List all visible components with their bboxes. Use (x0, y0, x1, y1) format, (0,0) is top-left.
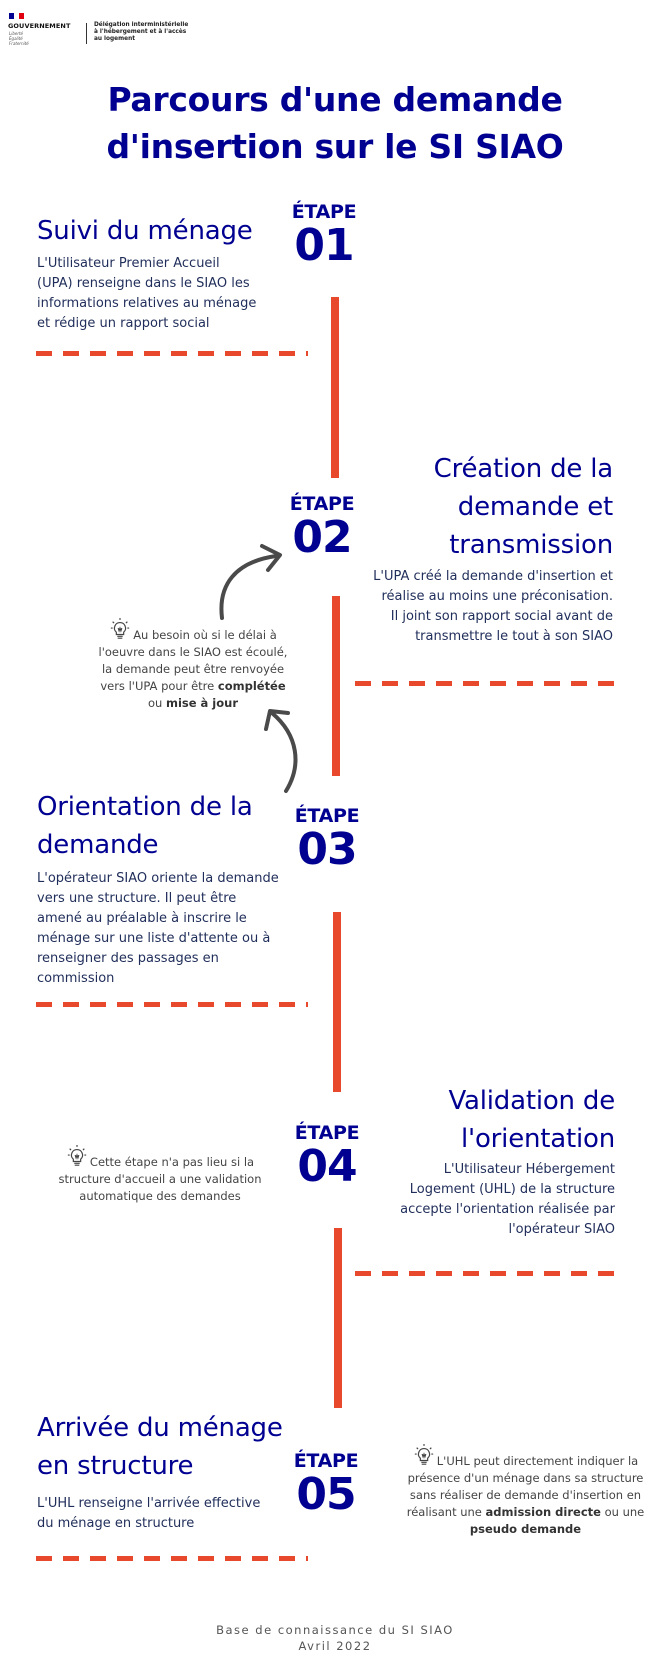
logo-divider (86, 23, 87, 44)
timeline-segment (333, 912, 341, 1092)
dashed-separator (355, 1271, 615, 1276)
timeline-segment (331, 297, 339, 478)
step-04-badge: ÉTAPE 04 (294, 1122, 360, 1192)
step-05-title: Arrivée du ménage en structure (37, 1413, 283, 1481)
step-01-badge: ÉTAPE 01 (291, 201, 357, 271)
gov-motto: Liberté Égalité Fraternité (9, 31, 29, 46)
department-name: Délégation interministérielle à l'hébergement et à l'accès au logement (94, 22, 189, 42)
dashed-separator (36, 1556, 308, 1561)
dashed-separator (36, 351, 308, 356)
step-01-title: Suivi du ménage (37, 216, 253, 246)
dashed-separator (355, 681, 615, 686)
step-04-title: Validation de l'orientation (448, 1086, 615, 1154)
footer-date: Avril 2022 (298, 1639, 372, 1653)
timeline-segment (332, 596, 340, 776)
dashed-separator (36, 1002, 308, 1007)
page-title: Parcours d'une demande d'insertion sur le SI SIAO (106, 80, 564, 166)
step-03-title: Orientation de la demande (37, 792, 253, 860)
step-02-badge: ÉTAPE 02 (289, 493, 355, 563)
step-02-title: Création de la demande et transmission (433, 454, 613, 560)
tip-auto-validation: Cette étape n'a pas lieu si la structure d'accueil a une validation automatique des demandes (55, 1144, 265, 1205)
step-03-description: L'opérateur SIAO oriente la demande vers une structure. Il peut être amené au préalable à inscrire le ménage sur une liste d'attente ou à renseigner des passages en commission (37, 871, 279, 986)
curved-arrow-return-icon (262, 705, 312, 795)
footer (0, 1622, 670, 1654)
footer-source: Base de connaissance du SI SIAO (216, 1623, 454, 1637)
step-01-description: L'Utilisateur Premier Accueil (UPA) renseigne dans le SIAO les informations relatives au ménage et rédige un rapport social (37, 256, 257, 331)
lightbulb-icon (109, 617, 131, 641)
lightbulb-icon (413, 1443, 435, 1467)
step-02-description: L'UPA créé la demande d'insertion et réalise au moins une préconisation. Il joint son rapport social avant de transmettre le tout à son SIAO (373, 569, 613, 644)
step-05-badge: ÉTAPE 05 (293, 1450, 359, 1520)
step-05-description: L'UHL renseigne l'arrivée effective du ménage en structure (37, 1496, 261, 1531)
curved-arrow-up-icon (210, 540, 290, 620)
step-03-badge: ÉTAPE 03 (294, 805, 360, 875)
timeline-segment (334, 1228, 342, 1408)
tip-direct-admission: L'UHL peut directement indiquer la présence d'un ménage dans sa structure sans réaliser de demande d'insertion en réalisant une admission directe ou une pseudo demande (393, 1443, 658, 1538)
french-flag-icon (9, 13, 25, 19)
lightbulb-icon (66, 1144, 88, 1168)
step-04-description: L'Utilisateur Hébergement Logement (UHL) de la structure accepte l'orientation réalisée par l'opérateur SIAO (400, 1162, 615, 1237)
gov-label: GOUVERNEMENT (8, 22, 71, 30)
tip-return-text: Au besoin où si le délai à l'oeuvre dans le SIAO est écoulé, la demande peut être renvoyée vers l'UPA pour être complétée ou mise à jour (78, 617, 308, 712)
